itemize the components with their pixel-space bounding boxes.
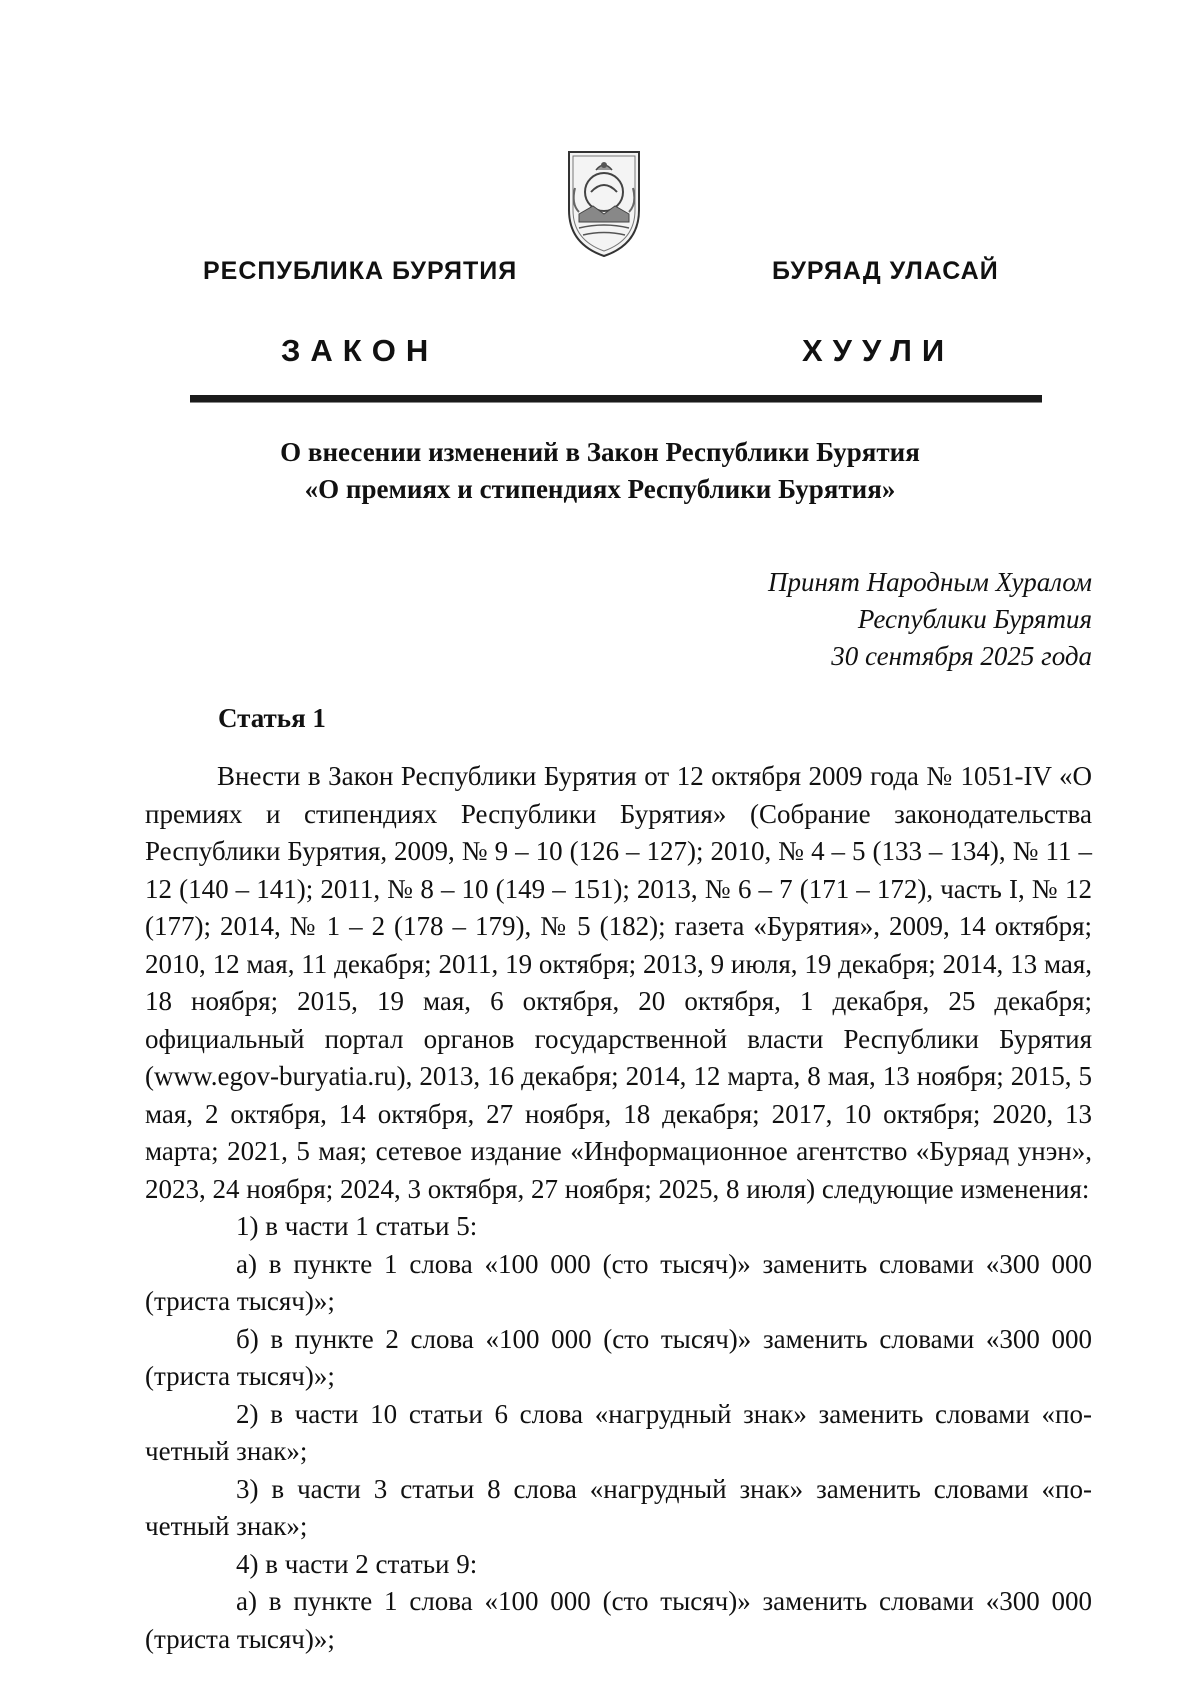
article-heading: Статья 1 (218, 703, 326, 733)
article-paragraph: 4) в части 2 статьи 9: (236, 1548, 478, 1579)
article-paragraph: б) в пункте 2 слова «100 000 (сто тысяч)» заменить словами «300 000 (триста тысяч)»; (145, 1323, 1092, 1391)
law-title (150, 434, 1050, 508)
law-title-line-1: О внесении изменений в Закон Республики Бурятия (280, 437, 920, 467)
adoption-note-line-2: Республики Бурятия (857, 604, 1092, 634)
law-label-bua: ХУУЛИ (802, 333, 955, 368)
article-paragraph: 1) в части 1 статьи 5: (236, 1211, 478, 1241)
law-label-ru: ЗАКОН (281, 333, 439, 368)
article-body (145, 758, 1092, 1658)
adoption-date: 30 сентября 2025 года (831, 641, 1092, 671)
republic-name-bua: БУРЯАД УЛАСАЙ (772, 257, 999, 285)
article-paragraph: а) в пункте 1 слова «100 000 (сто тысяч)» заменить словами «300 000 (триста тысяч)»; (145, 1586, 1092, 1654)
adoption-note-line-1: Принят Народным Хуралом (767, 567, 1092, 597)
republic-name-ru: РЕСПУБЛИКА БУРЯТИЯ (203, 257, 518, 285)
adoption-note (768, 564, 1092, 675)
article-paragraph: Внести в Закон Республики Бурятия от 12 октября 2009 года № 1051-IV «О премиях и стипендиях Республики Бурятия» (Собрание законодательства Республики Бурятия, 2009, № 9 – 10 (126 – 127); 2010, № 4 – 5 (133 – 134), № 11 – 12 (140 – 141); 2011, № 8 – 10 (149 – 151); 2013, № 6 – 7 (171 – 172), часть I, № 12 (177); 2014, № 1 – 2 (178 – 179), № 5 (182); газета «Бурятия», 2009, 14 октября; 2010, 12 мая, 11 декабря; 2011, 19 октября; 2013, 9 июля, 19 декабря; 2014, 13 мая, 18 ноября; 2015, 19 мая, 6 октября, 20 октября, 1 декабря, 25 декабря; официальный портал органов государственной власти Республики Бурятия (www.egov-buryatia.ru), 2013, 16 декабря; 2014, 12 марта, 8 мая, 13 ноября; 2015, 5 мая, 2 октября, 14 октября, 27 ноября, 18 декабря; 2017, 10 октября; 2020, 13 марта; 2021, 5 мая; сетевое издание «Информационное агентство «Буряад унэн», 2023, 24 ноября; 2024, 3 октября, 27 ноября; 2025, 8 июля) следующие изменения: (145, 761, 1092, 1204)
article-paragraph: 3) в части 3 статьи 8 слова «нагрудный знак» заменить словами «почетный знак»; (145, 1473, 1092, 1541)
article-paragraph: а) в пункте 1 слова «100 000 (сто тысяч)» заменить словами «300 000 (триста тысяч)»; (145, 1248, 1092, 1316)
coat-of-arms-icon (565, 148, 643, 260)
law-title-line-2: «О премиях и стипендиях Республики Бурятия» (304, 474, 896, 504)
article-paragraph: 2) в части 10 статьи 6 слова «нагрудный знак» заменить словами «почетный знак»; (145, 1398, 1092, 1466)
header-divider (190, 395, 1042, 403)
